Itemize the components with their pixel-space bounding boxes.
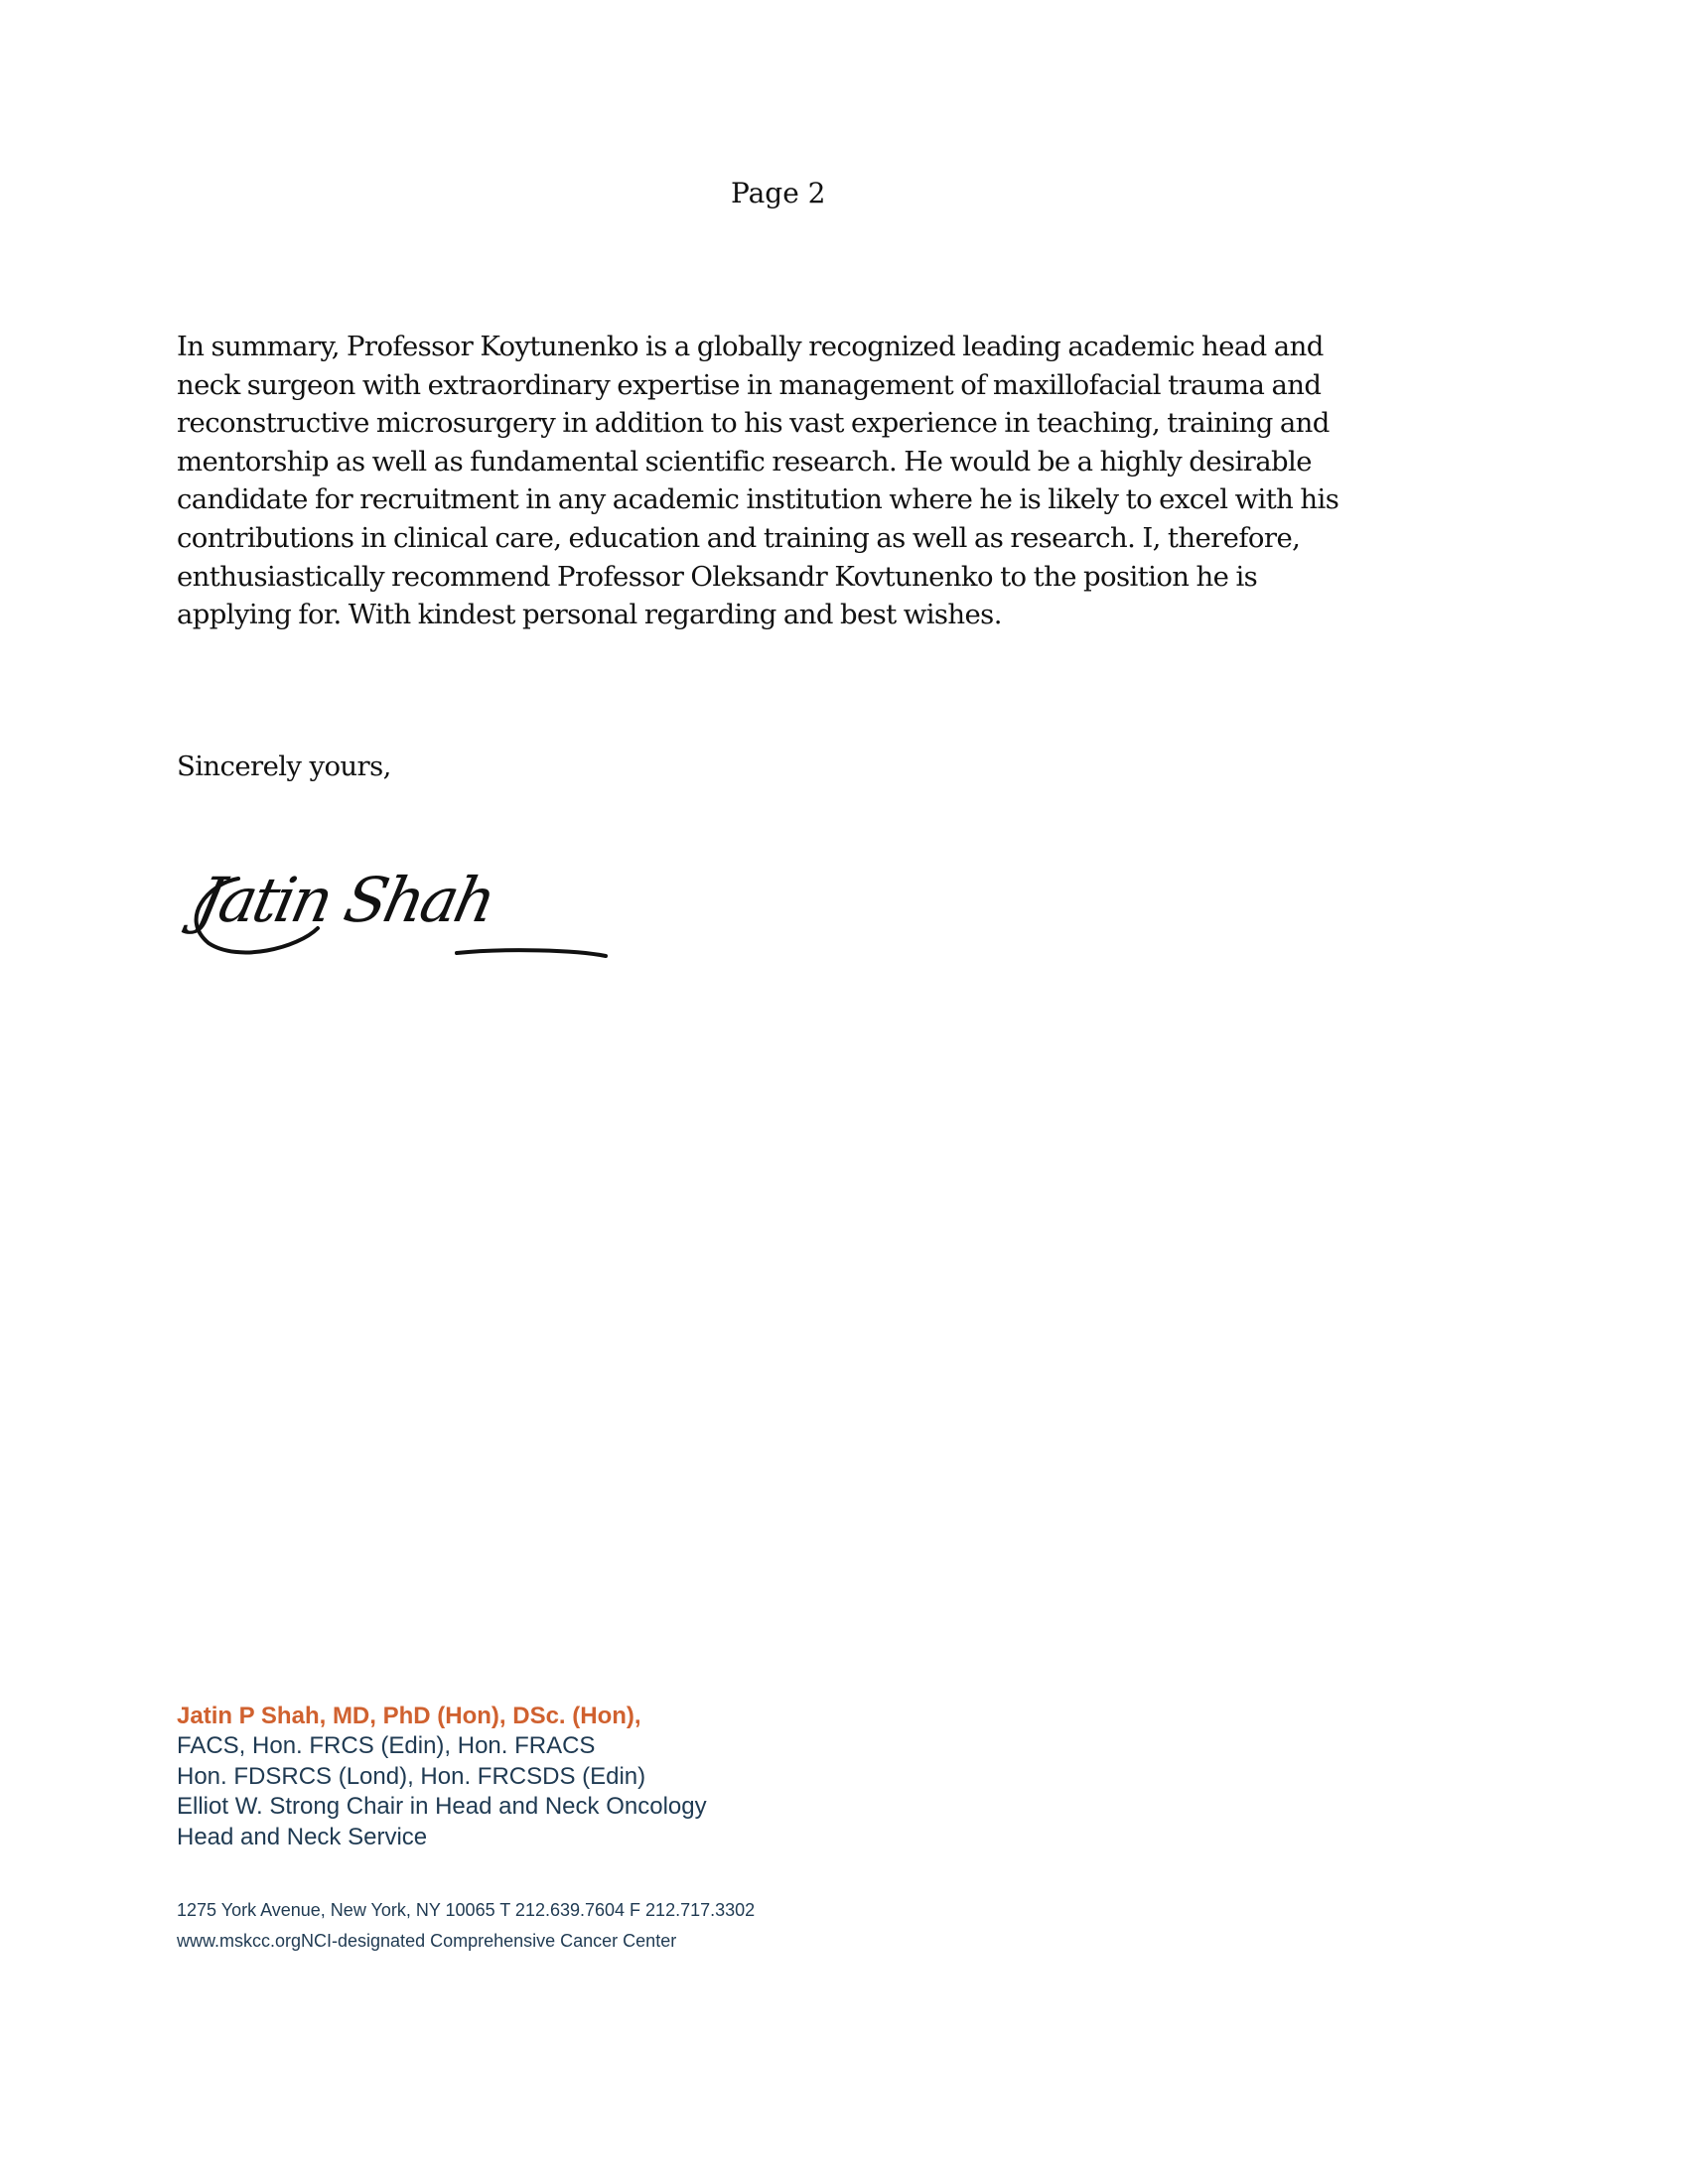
closing-salutation: Sincerely yours, xyxy=(177,751,391,782)
signer-title: Elliot W. Strong Chair in Head and Neck Oncology xyxy=(177,1793,707,1821)
letter-body-paragraph: In summary, Professor Koytunenko is a globally recognized leading academic head and neck surgeon with extraordinary expertise in management of maxillofacial trauma and reconstructive microsurgery in addition to his vast experience in teaching, training and mentorship as well as fundamental scientific research. He would be a highly desirable candidate for recruitment in any academic institution where he is likely to excel with his contributions in clinical care, education and training as well as research. I, therefore, enthusiastically recommend Professor Oleksandr Kovtunenko to the position he is applying for. With kindest personal regarding and best wishes. xyxy=(177,331,1339,631)
address-line: 1275 York Avenue, New York, NY 10065 T 212.639.7604 F 212.717.3302 xyxy=(177,1900,756,1920)
signer-name: Jatin P Shah, MD, PhD (Hon), DSc. (Hon), xyxy=(177,1703,641,1729)
signer-credentials: Hon. FDSRCS (Lond), Hon. FRCSDS (Edin) xyxy=(177,1762,646,1790)
signature: Jatin Shah xyxy=(191,864,500,936)
signer-department: Head and Neck Service xyxy=(177,1823,428,1850)
page-number: Page 2 xyxy=(731,177,826,209)
website-line: www.mskcc.orgNCI-designated Comprehensive Cancer Center xyxy=(177,1931,677,1951)
signer-credentials: FACS, Hon. FRCS (Edin), Hon. FRACS xyxy=(177,1732,596,1760)
contact-block xyxy=(177,1895,755,1957)
signature-block xyxy=(177,1702,707,1852)
